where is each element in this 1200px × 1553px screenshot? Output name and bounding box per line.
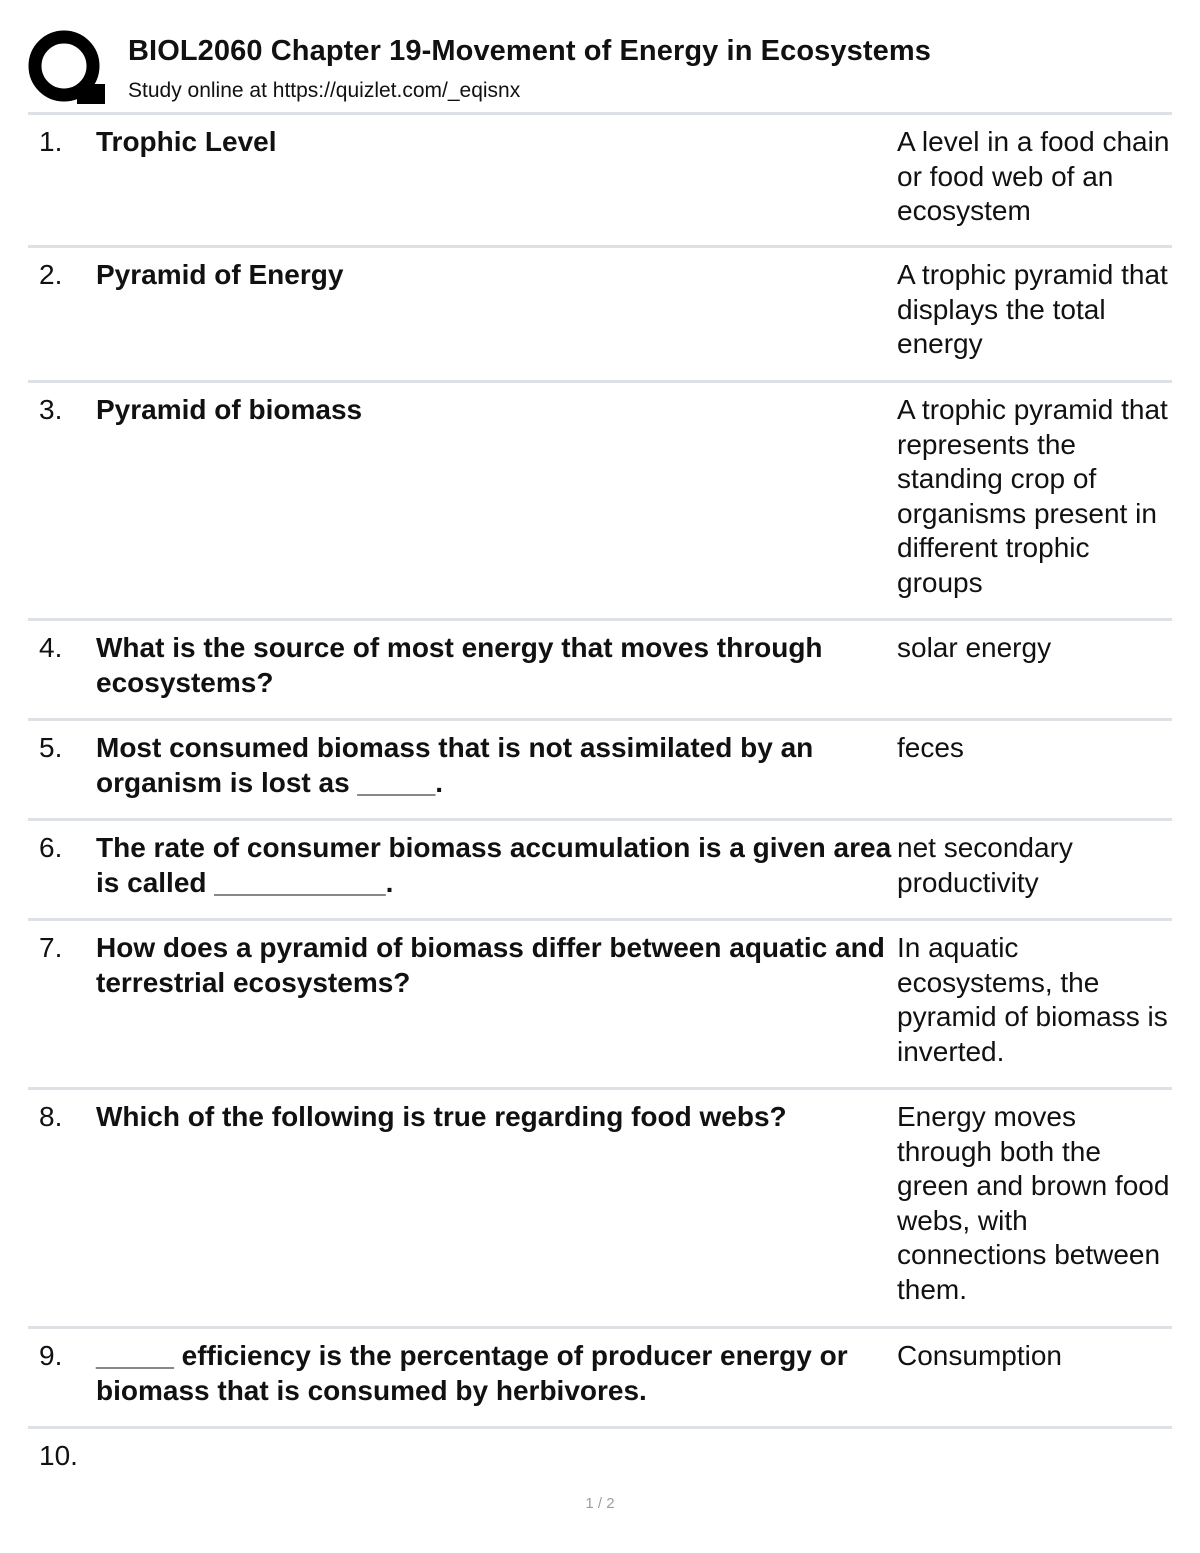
card-definition: solar energy bbox=[897, 632, 1052, 663]
card-definition: Consumption bbox=[897, 1340, 1062, 1371]
flashcard-row bbox=[28, 1429, 1172, 1489]
card-term: Most consumed biomass that is not assimilated by an organism is lost as _____. bbox=[96, 732, 814, 798]
study-link-text: Study online at https://quizlet.com/_eqisnx bbox=[128, 79, 521, 102]
header bbox=[28, 28, 1172, 112]
card-term: Trophic Level bbox=[96, 126, 277, 157]
flashcard-row bbox=[28, 383, 1172, 621]
card-definition: net secondary productivity bbox=[897, 832, 1073, 898]
card-term: Pyramid of Energy bbox=[96, 259, 344, 290]
flashcard-row bbox=[28, 115, 1172, 248]
card-term: The rate of consumer biomass accumulation is a given area is called ___________. bbox=[96, 832, 892, 898]
card-term: _____ efficiency is the percentage of producer energy or biomass that is consumed by herbivores. bbox=[96, 1340, 848, 1406]
card-term: How does a pyramid of biomass differ between aquatic and terrestrial ecosystems? bbox=[96, 932, 885, 998]
flashcard-row bbox=[28, 821, 1172, 921]
card-number: 8. bbox=[39, 1101, 63, 1132]
card-term: What is the source of most energy that moves through ecosystems? bbox=[96, 632, 823, 698]
flashcard-list bbox=[28, 115, 1172, 1489]
card-definition: Energy moves through both the green and brown food webs, with connections between them. bbox=[897, 1101, 1170, 1305]
card-number: 5. bbox=[39, 732, 63, 763]
card-term: Which of the following is true regarding food webs? bbox=[96, 1101, 787, 1132]
card-definition: feces bbox=[897, 732, 964, 763]
card-definition: In aquatic ecosystems, the pyramid of biomass is inverted. bbox=[897, 932, 1168, 1067]
page-title: BIOL2060 Chapter 19-Movement of Energy in Ecosystems bbox=[128, 35, 931, 67]
quizlet-q-logo-icon bbox=[28, 28, 108, 108]
flashcard-row bbox=[28, 1090, 1172, 1329]
card-number: 10. bbox=[39, 1440, 78, 1471]
card-number: 9. bbox=[39, 1340, 63, 1371]
flashcard-row bbox=[28, 621, 1172, 721]
flashcard-row bbox=[28, 921, 1172, 1090]
card-number: 4. bbox=[39, 632, 63, 663]
card-definition: A level in a food chain or food web of an ecosystem bbox=[897, 126, 1170, 226]
card-number: 1. bbox=[39, 126, 63, 157]
flashcard-row bbox=[28, 248, 1172, 383]
card-definition: A trophic pyramid that represents the standing crop of organisms present in different trophic groups bbox=[897, 394, 1168, 598]
card-number: 7. bbox=[39, 932, 63, 963]
card-definition: A trophic pyramid that displays the total energy bbox=[897, 259, 1168, 359]
card-number: 6. bbox=[39, 832, 63, 863]
flashcard-row bbox=[28, 1329, 1172, 1429]
card-number: 3. bbox=[39, 394, 63, 425]
card-term: Pyramid of biomass bbox=[96, 394, 363, 425]
page-indicator: 1 / 2 bbox=[585, 1495, 615, 1512]
flashcard-row bbox=[28, 721, 1172, 821]
card-number: 2. bbox=[39, 259, 63, 290]
